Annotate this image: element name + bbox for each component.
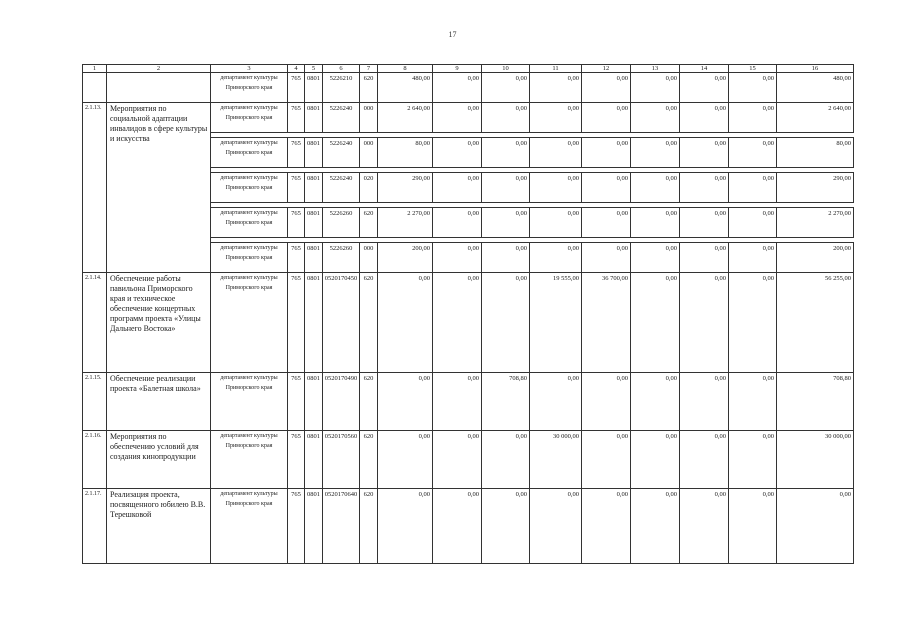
amount-cell: 0,00 <box>729 273 777 373</box>
amount-cell: 0,00 <box>680 489 729 564</box>
header-cell: 10 <box>482 65 530 73</box>
code-cell: 000 <box>360 103 378 133</box>
amount-cell: 0,00 <box>582 103 631 133</box>
amount-cell: 200,00 <box>777 243 854 273</box>
header-cell: 3 <box>211 65 288 73</box>
item-number: 2.1.17. <box>83 489 107 564</box>
amount-cell: 0,00 <box>680 173 729 203</box>
code-cell: 0801 <box>305 489 323 564</box>
amount-cell: 0,00 <box>530 73 582 103</box>
item-number: 2.1.15. <box>83 373 107 431</box>
item-name: Обеспечение работы павильона Приморского края и техническое обеспечение концертных программ проекта «Улицы Дальнего Востока» <box>107 273 211 373</box>
header-cell: 15 <box>729 65 777 73</box>
amount-cell: 0,00 <box>433 208 482 238</box>
amount-cell: 0,00 <box>680 103 729 133</box>
amount-cell: 0,00 <box>482 138 530 168</box>
amount-cell: 0,00 <box>631 243 680 273</box>
amount-cell: 0,00 <box>582 431 631 489</box>
amount-cell: 0,00 <box>433 431 482 489</box>
amount-cell: 0,00 <box>378 431 433 489</box>
code-cell: 765 <box>288 489 305 564</box>
department-cell: департамент культуры Приморского края <box>211 173 288 203</box>
amount-cell: 0,00 <box>433 243 482 273</box>
amount-cell: 708,80 <box>777 373 854 431</box>
amount-cell: 0,00 <box>729 173 777 203</box>
code-cell: 620 <box>360 73 378 103</box>
amount-cell: 0,00 <box>631 103 680 133</box>
amount-cell: 80,00 <box>777 138 854 168</box>
code-cell: 020 <box>360 173 378 203</box>
code-cell: 0801 <box>305 243 323 273</box>
amount-cell: 0,00 <box>433 173 482 203</box>
code-cell: 0801 <box>305 208 323 238</box>
amount-cell: 0,00 <box>433 489 482 564</box>
header-cell: 9 <box>433 65 482 73</box>
budget-table <box>82 64 854 564</box>
code-cell: 000 <box>360 243 378 273</box>
amount-cell: 0,00 <box>482 243 530 273</box>
header-cell: 5 <box>305 65 323 73</box>
code-cell: 0801 <box>305 373 323 431</box>
item-name: Обеспечение реализации проекта «Балетная школа» <box>107 373 211 431</box>
department-cell: департамент культуры Приморского края <box>211 489 288 564</box>
code-cell: 0520170450 <box>323 273 360 373</box>
code-cell: 5226240 <box>323 103 360 133</box>
amount-cell: 0,00 <box>482 431 530 489</box>
code-cell: 0520170490 <box>323 373 360 431</box>
code-cell: 765 <box>288 103 305 133</box>
code-cell: 5226240 <box>323 138 360 168</box>
department-cell: департамент культуры Приморского края <box>211 243 288 273</box>
amount-cell: 0,00 <box>777 489 854 564</box>
code-cell: 765 <box>288 138 305 168</box>
amount-cell: 0,00 <box>680 273 729 373</box>
code-cell: 620 <box>360 489 378 564</box>
amount-cell: 0,00 <box>631 208 680 238</box>
code-cell: 0801 <box>305 73 323 103</box>
department-cell: департамент культуры Приморского края <box>211 208 288 238</box>
amount-cell: 56 255,00 <box>777 273 854 373</box>
amount-cell: 0,00 <box>582 208 631 238</box>
header-cell: 6 <box>323 65 360 73</box>
amount-cell: 0,00 <box>582 489 631 564</box>
amount-cell: 0,00 <box>378 489 433 564</box>
amount-cell: 290,00 <box>378 173 433 203</box>
amount-cell: 0,00 <box>729 73 777 103</box>
table-row <box>83 73 854 103</box>
amount-cell: 480,00 <box>378 73 433 103</box>
item-name <box>107 73 211 103</box>
amount-cell: 0,00 <box>433 138 482 168</box>
code-cell: 620 <box>360 273 378 373</box>
amount-cell: 480,00 <box>777 73 854 103</box>
amount-cell: 290,00 <box>777 173 854 203</box>
code-cell: 0801 <box>305 138 323 168</box>
amount-cell: 0,00 <box>530 138 582 168</box>
table-row <box>83 273 854 373</box>
amount-cell: 80,00 <box>378 138 433 168</box>
table-row <box>83 373 854 431</box>
header-cell: 4 <box>288 65 305 73</box>
amount-cell: 0,00 <box>680 431 729 489</box>
code-cell: 765 <box>288 208 305 238</box>
code-cell: 620 <box>360 373 378 431</box>
amount-cell: 0,00 <box>631 489 680 564</box>
amount-cell: 0,00 <box>582 373 631 431</box>
code-cell: 765 <box>288 73 305 103</box>
item-number: 2.1.13. <box>83 103 107 273</box>
amount-cell: 0,00 <box>631 173 680 203</box>
table-row <box>83 103 854 133</box>
code-cell: 5226260 <box>323 208 360 238</box>
amount-cell: 0,00 <box>530 173 582 203</box>
code-cell: 620 <box>360 431 378 489</box>
amount-cell: 2 640,00 <box>378 103 433 133</box>
amount-cell: 0,00 <box>530 243 582 273</box>
code-cell: 765 <box>288 431 305 489</box>
amount-cell: 2 270,00 <box>378 208 433 238</box>
amount-cell: 0,00 <box>482 273 530 373</box>
amount-cell: 0,00 <box>582 138 631 168</box>
amount-cell: 0,00 <box>680 73 729 103</box>
department-cell: департамент культуры Приморского края <box>211 73 288 103</box>
amount-cell: 0,00 <box>582 173 631 203</box>
page-number: 17 <box>448 30 457 39</box>
amount-cell: 0,00 <box>378 373 433 431</box>
amount-cell: 0,00 <box>433 273 482 373</box>
department-cell: департамент культуры Приморского края <box>211 103 288 133</box>
column-number-row <box>83 65 854 73</box>
table-body <box>83 73 854 564</box>
header-cell: 16 <box>777 65 854 73</box>
amount-cell: 0,00 <box>729 103 777 133</box>
amount-cell: 0,00 <box>729 489 777 564</box>
amount-cell: 0,00 <box>433 373 482 431</box>
amount-cell: 0,00 <box>530 208 582 238</box>
item-name: Мероприятия по обеспечению условий для создания кинопродукции <box>107 431 211 489</box>
amount-cell: 30 000,00 <box>530 431 582 489</box>
header-cell: 1 <box>83 65 107 73</box>
amount-cell: 0,00 <box>729 208 777 238</box>
item-number <box>83 73 107 103</box>
department-cell: департамент культуры Приморского края <box>211 138 288 168</box>
amount-cell: 708,80 <box>482 373 530 431</box>
amount-cell: 0,00 <box>433 103 482 133</box>
amount-cell: 0,00 <box>482 208 530 238</box>
amount-cell: 0,00 <box>680 138 729 168</box>
amount-cell: 0,00 <box>631 138 680 168</box>
code-cell: 0801 <box>305 431 323 489</box>
header-cell: 7 <box>360 65 378 73</box>
amount-cell: 0,00 <box>631 273 680 373</box>
amount-cell: 0,00 <box>482 73 530 103</box>
amount-cell: 0,00 <box>378 273 433 373</box>
amount-cell: 0,00 <box>482 173 530 203</box>
table-row <box>83 431 854 489</box>
department-cell: департамент культуры Приморского края <box>211 273 288 373</box>
code-cell: 765 <box>288 373 305 431</box>
table-row <box>83 489 854 564</box>
amount-cell: 30 000,00 <box>777 431 854 489</box>
amount-cell: 2 640,00 <box>777 103 854 133</box>
code-cell: 0801 <box>305 273 323 373</box>
code-cell: 765 <box>288 243 305 273</box>
amount-cell: 0,00 <box>530 373 582 431</box>
department-cell: департамент культуры Приморского края <box>211 373 288 431</box>
code-cell: 0520170640 <box>323 489 360 564</box>
amount-cell: 0,00 <box>582 243 631 273</box>
item-name: Реализация проекта, посвященного юбилею В.В. Терешковой <box>107 489 211 564</box>
header-cell: 12 <box>582 65 631 73</box>
department-cell: департамент культуры Приморского края <box>211 431 288 489</box>
amount-cell: 0,00 <box>680 373 729 431</box>
code-cell: 5226240 <box>323 173 360 203</box>
amount-cell: 0,00 <box>530 103 582 133</box>
amount-cell: 0,00 <box>631 373 680 431</box>
amount-cell: 0,00 <box>729 243 777 273</box>
amount-cell: 0,00 <box>582 73 631 103</box>
header-cell: 11 <box>530 65 582 73</box>
amount-cell: 36 700,00 <box>582 273 631 373</box>
amount-cell: 0,00 <box>631 73 680 103</box>
header-cell: 14 <box>680 65 729 73</box>
amount-cell: 0,00 <box>729 431 777 489</box>
amount-cell: 200,00 <box>378 243 433 273</box>
amount-cell: 2 270,00 <box>777 208 854 238</box>
amount-cell: 0,00 <box>631 431 680 489</box>
item-name: Мероприятия по социальной адаптации инвалидов в сфере культуры и искусства <box>107 103 211 273</box>
code-cell: 0801 <box>305 103 323 133</box>
amount-cell: 0,00 <box>729 138 777 168</box>
code-cell: 620 <box>360 208 378 238</box>
amount-cell: 0,00 <box>482 489 530 564</box>
code-cell: 5226210 <box>323 73 360 103</box>
header-cell: 13 <box>631 65 680 73</box>
code-cell: 000 <box>360 138 378 168</box>
amount-cell: 0,00 <box>482 103 530 133</box>
amount-cell: 0,00 <box>729 373 777 431</box>
amount-cell: 0,00 <box>433 73 482 103</box>
code-cell: 0520170560 <box>323 431 360 489</box>
amount-cell: 0,00 <box>530 489 582 564</box>
amount-cell: 19 555,00 <box>530 273 582 373</box>
header-cell: 2 <box>107 65 211 73</box>
header-row-group <box>83 65 854 73</box>
code-cell: 765 <box>288 273 305 373</box>
amount-cell: 0,00 <box>680 208 729 238</box>
code-cell: 5226260 <box>323 243 360 273</box>
code-cell: 0801 <box>305 173 323 203</box>
item-number: 2.1.14. <box>83 273 107 373</box>
header-cell: 8 <box>378 65 433 73</box>
item-number: 2.1.16. <box>83 431 107 489</box>
amount-cell: 0,00 <box>680 243 729 273</box>
code-cell: 765 <box>288 173 305 203</box>
